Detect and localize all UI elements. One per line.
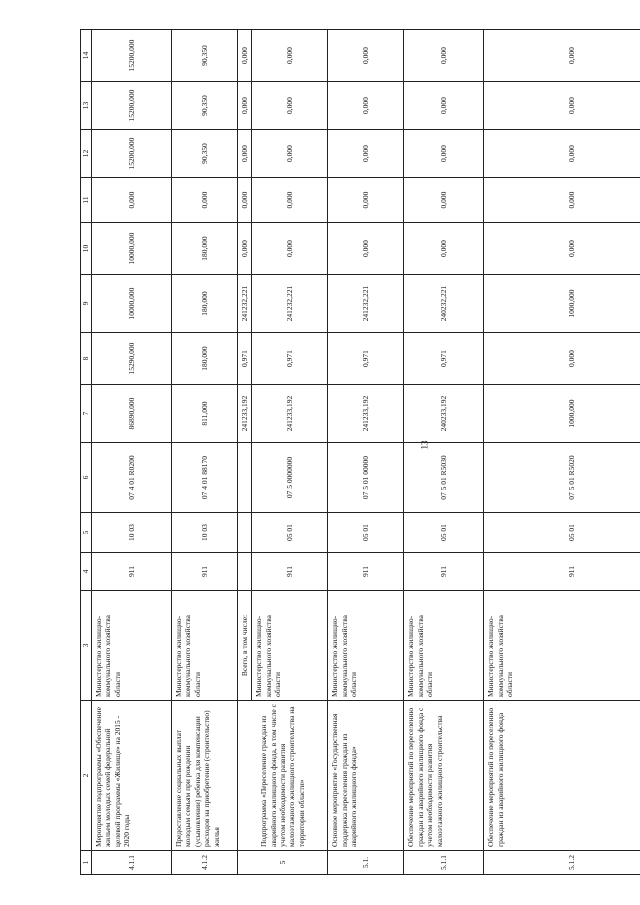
column-number: 11: [81, 178, 92, 223]
row-grbs: 911: [92, 553, 172, 591]
row-grbs: 911: [484, 553, 640, 591]
row-value: 241232,221: [328, 275, 404, 333]
row-value: 0,000: [404, 223, 484, 275]
column-number: 12: [81, 130, 92, 178]
row-value: 180,000: [172, 333, 238, 385]
row-org: Министерство жилищно-коммунального хозяйства области: [252, 591, 328, 701]
row-value: 15290,000: [92, 333, 172, 385]
row-value: 180,000: [172, 275, 238, 333]
row-value: 0,000: [328, 178, 404, 223]
row-rzpr: 05 01: [252, 513, 328, 553]
row-id: 5.1.1: [404, 851, 484, 875]
budget-table: [80, 29, 640, 875]
row-value: 241233,192: [328, 385, 404, 443]
column-number: 2: [81, 701, 92, 851]
column-number: 8: [81, 333, 92, 385]
row-id: 5: [238, 851, 328, 875]
row-value: 10000,000: [92, 223, 172, 275]
row-value: 0,000: [172, 178, 238, 223]
row-value: 0,000: [404, 82, 484, 130]
column-number-row: [81, 30, 92, 875]
row-rzpr: 10 03: [172, 513, 238, 553]
row-value: 241233,192: [238, 385, 252, 443]
row-csr: 07 5 01 00000: [328, 443, 404, 513]
row-value: 0,000: [328, 82, 404, 130]
row-name: Обеспечение мероприятий по переселению граждан из аварийного жилищного фонда: [484, 701, 640, 851]
row-value: 0,000: [238, 223, 252, 275]
row-name: Обеспечение мероприятий по переселению граждан из аварийного жилищного фонда с учетом необходимости развития малоэтажного жилищного строительства: [404, 701, 484, 851]
row-name: Мероприятие подпрограммы «Обеспечение жильем молодых семей федеральной целевой программы «Жилище» на 2015 - 2020 годы: [92, 701, 172, 851]
table-row: [484, 30, 640, 875]
row-value: 0,000: [404, 178, 484, 223]
row-csr: 07 4 01 88170: [172, 443, 238, 513]
row-value: 0,971: [252, 333, 328, 385]
row-value: 0,971: [404, 333, 484, 385]
empty-cell: [238, 513, 252, 553]
table-row: [172, 30, 238, 875]
row-rzpr: 05 01: [404, 513, 484, 553]
row-value: 0,000: [484, 130, 640, 178]
row-value: 0,000: [328, 223, 404, 275]
column-number: 13: [81, 82, 92, 130]
table-row: [92, 30, 172, 875]
row-value: 240232,221: [404, 275, 484, 333]
table-row: [404, 30, 484, 875]
row-value: 0,000: [252, 30, 328, 82]
row-value: 240233,192: [404, 385, 484, 443]
row-org: Министерство жилищно-коммунального хозяйства области: [404, 591, 484, 701]
column-number: 10: [81, 223, 92, 275]
row-id: 5.1.: [328, 851, 404, 875]
row-id: 5.1.2: [484, 851, 640, 875]
column-number: 7: [81, 385, 92, 443]
empty-cell: [238, 553, 252, 591]
row-value: 0,000: [238, 130, 252, 178]
row-csr: 07 4 01 R0200: [92, 443, 172, 513]
row-value: 0,971: [328, 333, 404, 385]
row-name: Предоставление социальных выплат молодым семьям при рождении (усыновлении) ребенка для компенсации расходов на приобретение (строительство) жилья: [172, 701, 238, 851]
row-value: 0,000: [252, 130, 328, 178]
row-value: 15200,000: [92, 82, 172, 130]
row-value: 241233,192: [252, 385, 328, 443]
column-number: 5: [81, 513, 92, 553]
row-value: 811,000: [172, 385, 238, 443]
row-value: 0,971: [238, 333, 252, 385]
row-name: Основное мероприятие «Государственная поддержка переселения граждан из аварийного жилищного фонда»: [328, 701, 404, 851]
column-number: 1: [81, 851, 92, 875]
row-value: 0,000: [484, 178, 640, 223]
row-rzpr: 05 01: [328, 513, 404, 553]
empty-cell: [238, 443, 252, 513]
page-number: 13: [419, 440, 430, 450]
row-csr: 07 5 01 R5020: [484, 443, 640, 513]
row-org: Министерство жилищно-коммунального хозяйства области: [328, 591, 404, 701]
row-value: 15200,000: [92, 130, 172, 178]
row-id: 4.1.2: [172, 851, 238, 875]
row-grbs: 911: [172, 553, 238, 591]
row-csr: 07 5 01 R5030: [404, 443, 484, 513]
row-value: 0,000: [404, 130, 484, 178]
row-value: 1000,000: [484, 385, 640, 443]
row-id: 4.1.1: [92, 851, 172, 875]
row-grbs: 911: [252, 553, 328, 591]
row-value: 10000,000: [92, 275, 172, 333]
row-value: 0,000: [484, 223, 640, 275]
row-value: 0,000: [238, 178, 252, 223]
row-value: 90,350: [172, 30, 238, 82]
row-value: 0,000: [484, 30, 640, 82]
row-value: 0,000: [252, 82, 328, 130]
row-name: Подпрограмма «Переселение граждан из аварийного жилищного фонда, в том числе с учетом необходимости развития малоэтажного жилищного строительства на территории области»: [238, 701, 328, 851]
row-org: Министерство жилищно-коммунального хозяйства области: [172, 591, 238, 701]
row-value: 0,000: [328, 130, 404, 178]
row-value: 241232,221: [252, 275, 328, 333]
row-value: 0,000: [328, 30, 404, 82]
row-csr: 07 5 0000000: [252, 443, 328, 513]
budget-table-rotated: [80, 30, 640, 875]
table-row: [328, 30, 404, 875]
row-grbs: 911: [404, 553, 484, 591]
row-value: 180,000: [172, 223, 238, 275]
column-number: 14: [81, 30, 92, 82]
row-org: Министерство жилищно-коммунального хозяйства области: [92, 591, 172, 701]
column-number: 9: [81, 275, 92, 333]
row-value: 15200,000: [92, 30, 172, 82]
row-value: 0,000: [238, 30, 252, 82]
row-rzpr: 10 03: [92, 513, 172, 553]
row-org: Министерство жилищно-коммунального хозяйства области: [484, 591, 640, 701]
row-value: 0,000: [252, 223, 328, 275]
row-value: 90,350: [172, 82, 238, 130]
column-number: 3: [81, 591, 92, 701]
row-value: 241232,221: [238, 275, 252, 333]
row-value: 90,350: [172, 130, 238, 178]
table-row-total: [238, 30, 252, 875]
row-rzpr: 05 01: [484, 513, 640, 553]
row-value: 0,000: [484, 333, 640, 385]
row-value: 0,000: [484, 82, 640, 130]
row-value: 0,000: [92, 178, 172, 223]
column-number: 4: [81, 553, 92, 591]
row-value: 86890,000: [92, 385, 172, 443]
row-value: 0,000: [252, 178, 328, 223]
row-grbs: 911: [328, 553, 404, 591]
row-total-label: Всего, в том числе:: [238, 591, 252, 701]
row-value: 0,000: [238, 82, 252, 130]
row-value: 1000,000: [484, 275, 640, 333]
row-value: 0,000: [404, 30, 484, 82]
column-number: 6: [81, 443, 92, 513]
